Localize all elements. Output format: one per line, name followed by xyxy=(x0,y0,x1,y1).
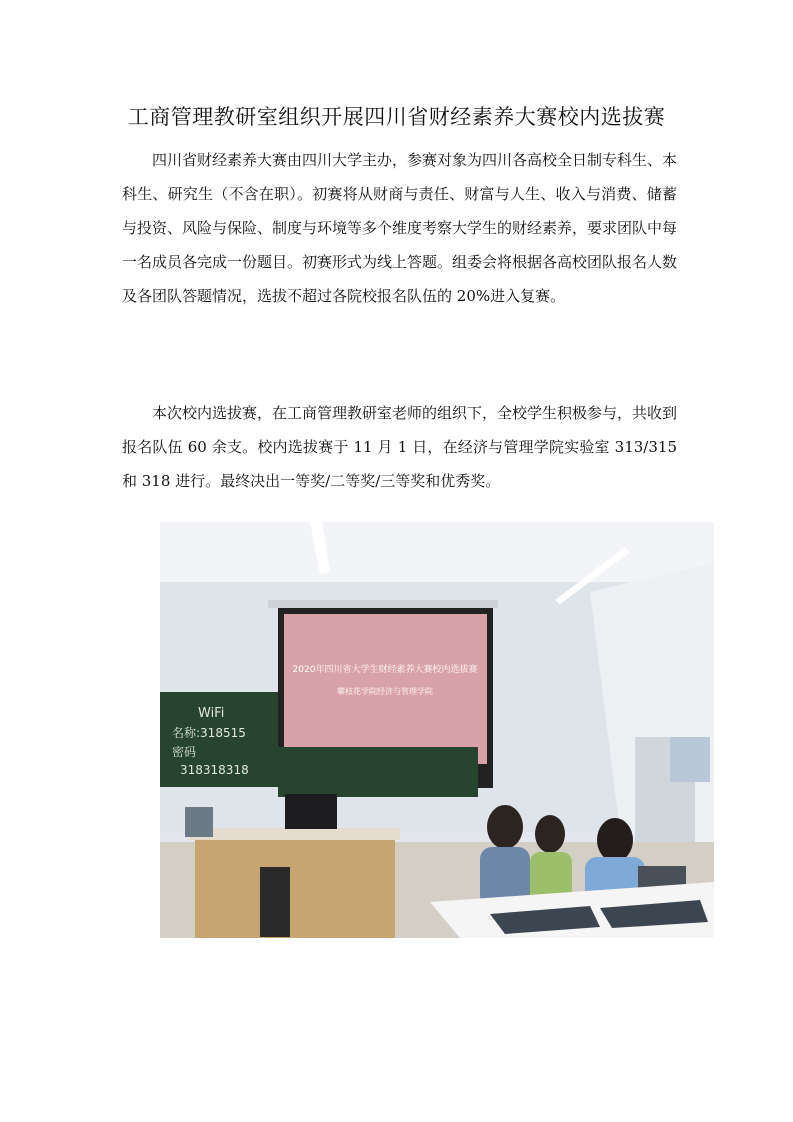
classroom-photo xyxy=(160,522,714,938)
board-line-3: 密码 xyxy=(172,745,197,759)
board-line-2: 名称:318515 xyxy=(172,726,246,740)
document-title: 工商管理教研室组织开展四川省财经素养大赛校内选拔赛 xyxy=(127,105,666,129)
paragraph-intro: 四川省财经素养大赛由四川大学主办，参赛对象为四川各高校全日制专科生、本科生、研究生（不含在职）。初赛将从财商与责任、财富与人生、收入与消费、储蓄与投资、风险与保险、制度与环境等多个维度考察大学生的财经素养，要求团队中每一名成员各完成一份题目。初赛形式为线上答题。组委会将根据各高校团队报名人数及各团队答题情况，选拔不超过各院校报名队伍的 20%进入复赛。 xyxy=(122,151,678,305)
paragraph-event: 本次校内选拔赛，在工商管理教研室老师的组织下，全校学生积极参与，共收到报名队伍 60 余支。校内选拔赛于 11 月 1 日，在经济与管理学院实验室 313/315 和 318 进行。最终决出一等奖/二等奖/三等奖和优秀奖。 xyxy=(122,404,678,490)
screen-line-1: 2020年四川省大学生财经素养大赛校内选拔赛 xyxy=(292,665,478,675)
board-line-1: WiFi xyxy=(198,706,225,721)
screen-line-2: 攀枝花学院经济与管理学院 xyxy=(337,687,433,696)
board-line-4: 318318318 xyxy=(180,763,249,777)
classroom-photo-illustration xyxy=(160,522,714,938)
